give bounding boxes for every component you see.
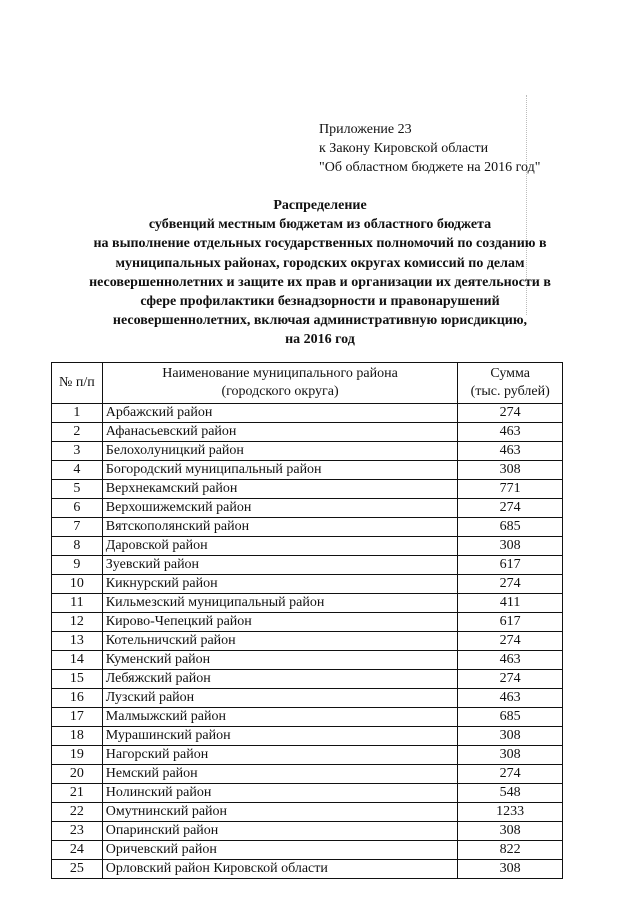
title-line: субвенций местным бюджетам из областного бюджета	[148, 217, 492, 233]
row-name: Немский район	[102, 765, 458, 784]
title-line: Распределение	[273, 198, 367, 213]
table-row	[52, 765, 563, 784]
row-num: 24	[52, 841, 103, 860]
table-row	[52, 518, 563, 537]
table-row	[52, 670, 563, 689]
row-num: 16	[52, 689, 103, 708]
row-name: Зуевский район	[102, 556, 458, 575]
row-name: Лебяжский район	[102, 670, 458, 689]
title-line: муниципальных районах, городских округах комиссий по делам	[115, 255, 525, 271]
row-sum: 617	[458, 556, 563, 575]
table-row	[52, 841, 563, 860]
row-num: 25	[52, 860, 103, 879]
row-name: Вятскополянский район	[102, 518, 458, 537]
appendix-law-ref: к Закону Кировской области	[319, 141, 489, 156]
row-num: 7	[52, 518, 103, 537]
row-num: 14	[52, 651, 103, 670]
row-sum: 685	[458, 518, 563, 537]
appendix-header	[319, 120, 540, 177]
row-sum: 1233	[458, 803, 563, 822]
row-num: 9	[52, 556, 103, 575]
table-row	[52, 499, 563, 518]
table-row	[52, 822, 563, 841]
table-row	[52, 594, 563, 613]
row-name: Орловский район Кировской области	[102, 860, 458, 879]
table-row	[52, 632, 563, 651]
table-row	[52, 423, 563, 442]
row-sum: 411	[458, 594, 563, 613]
row-name: Котельничский район	[102, 632, 458, 651]
header-sum	[458, 363, 563, 404]
row-name: Кирово-Чепецкий район	[102, 613, 458, 632]
row-num: 3	[52, 442, 103, 461]
row-sum: 308	[458, 537, 563, 556]
row-name: Нагорский район	[102, 746, 458, 765]
row-num: 21	[52, 784, 103, 803]
appendix-law-title: "Об областном бюджете на 2016 год"	[319, 160, 541, 175]
title-line: на 2016 год	[285, 332, 355, 348]
row-sum: 463	[458, 442, 563, 461]
table-row	[52, 689, 563, 708]
row-sum: 274	[458, 404, 563, 423]
header-name	[102, 363, 458, 404]
row-sum: 308	[458, 461, 563, 480]
row-sum: 463	[458, 423, 563, 442]
row-sum: 617	[458, 613, 563, 632]
table-header-row	[52, 363, 563, 404]
table-row	[52, 404, 563, 423]
table-row	[52, 575, 563, 594]
table-row	[52, 803, 563, 822]
row-name: Богородский муниципальный район	[102, 461, 458, 480]
row-name: Куменский район	[102, 651, 458, 670]
document-title	[40, 196, 600, 350]
header-sum-line1: Сумма	[490, 366, 530, 381]
row-sum: 463	[458, 689, 563, 708]
row-name: Оричевский район	[102, 841, 458, 860]
row-sum: 463	[458, 651, 563, 670]
header-name-line2: (городского округа)	[221, 384, 339, 399]
row-num: 13	[52, 632, 103, 651]
row-num: 10	[52, 575, 103, 594]
header-num-label: № п/п	[59, 375, 95, 390]
header-num	[52, 363, 103, 404]
table-row	[52, 708, 563, 727]
row-num: 1	[52, 404, 103, 423]
row-name: Малмыжский район	[102, 708, 458, 727]
row-sum: 274	[458, 632, 563, 651]
row-num: 12	[52, 613, 103, 632]
row-num: 22	[52, 803, 103, 822]
row-name: Кикнурский район	[102, 575, 458, 594]
row-name: Кильмезский муниципальный район	[102, 594, 458, 613]
row-num: 23	[52, 822, 103, 841]
table-row	[52, 461, 563, 480]
row-sum: 308	[458, 746, 563, 765]
row-num: 17	[52, 708, 103, 727]
row-num: 19	[52, 746, 103, 765]
table-row	[52, 556, 563, 575]
row-sum: 274	[458, 670, 563, 689]
row-num: 18	[52, 727, 103, 746]
distribution-table	[51, 362, 563, 879]
table-row	[52, 651, 563, 670]
table-row	[52, 442, 563, 461]
table-row	[52, 784, 563, 803]
row-num: 5	[52, 480, 103, 499]
row-sum: 274	[458, 765, 563, 784]
row-num: 15	[52, 670, 103, 689]
row-sum: 274	[458, 575, 563, 594]
row-sum: 685	[458, 708, 563, 727]
table-row	[52, 746, 563, 765]
table-row	[52, 480, 563, 499]
row-num: 11	[52, 594, 103, 613]
row-name: Верхошижемский район	[102, 499, 458, 518]
row-sum: 308	[458, 860, 563, 879]
header-name-line1: Наименование муниципального района	[162, 366, 398, 381]
row-name: Опаринский район	[102, 822, 458, 841]
row-name: Верхнекамский район	[102, 480, 458, 499]
header-sum-line2: (тыс. рублей)	[470, 384, 550, 399]
row-name: Лузский район	[102, 689, 458, 708]
row-sum: 548	[458, 784, 563, 803]
table-row	[52, 613, 563, 632]
row-sum: 822	[458, 841, 563, 860]
row-num: 6	[52, 499, 103, 518]
row-num: 2	[52, 423, 103, 442]
row-name: Мурашинский район	[102, 727, 458, 746]
table-body	[52, 404, 563, 879]
row-name: Даровской район	[102, 537, 458, 556]
appendix-number: Приложение 23	[319, 122, 412, 137]
row-name: Нолинский район	[102, 784, 458, 803]
row-num: 4	[52, 461, 103, 480]
title-line: на выполнение отдельных государственных полномочий по созданию в	[93, 236, 547, 252]
row-name: Белохолуницкий район	[102, 442, 458, 461]
title-line: несовершеннолетних, включая административную юрисдикцию,	[112, 313, 528, 329]
title-line: несовершеннолетних и защите их прав и организации их деятельности в	[89, 274, 551, 290]
table-row	[52, 727, 563, 746]
table-row	[52, 860, 563, 879]
row-sum: 308	[458, 727, 563, 746]
table-row	[52, 537, 563, 556]
row-name: Омутнинский район	[102, 803, 458, 822]
row-sum: 771	[458, 480, 563, 499]
row-num: 20	[52, 765, 103, 784]
title-line: сфере профилактики безнадзорности и правонарушений	[140, 294, 500, 310]
row-name: Арбажский район	[102, 404, 458, 423]
row-sum: 308	[458, 822, 563, 841]
row-num: 8	[52, 537, 103, 556]
row-name: Афанасьевский район	[102, 423, 458, 442]
row-sum: 274	[458, 499, 563, 518]
